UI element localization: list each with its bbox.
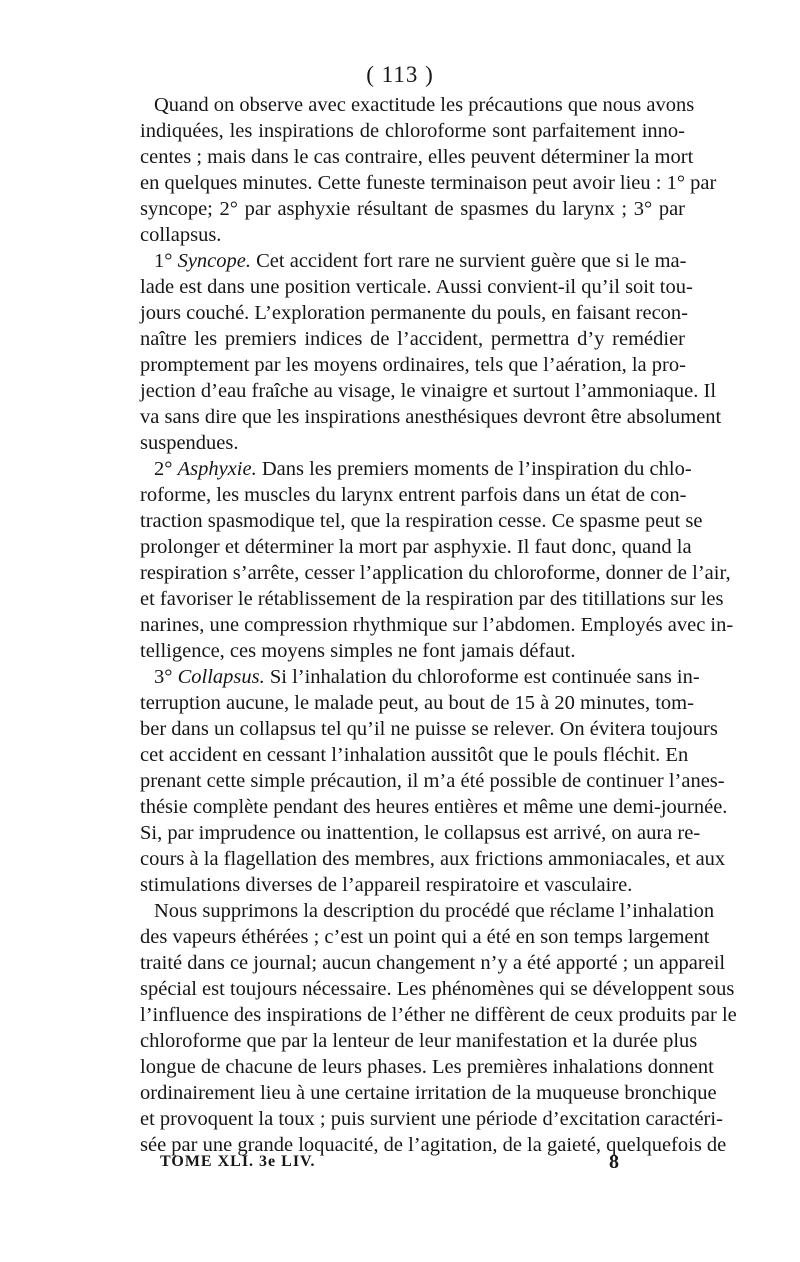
text-line: centes ; mais dans le cas contraire, elles peuvent déterminer la mort xyxy=(140,146,694,168)
text-line: suspendues. xyxy=(140,432,239,454)
signature-mark: 8 xyxy=(609,1151,620,1173)
section-heading: Syncope. xyxy=(177,250,251,272)
text-line: et favoriser le rétablissement de la respiration par des titillations sur les xyxy=(140,588,724,610)
text-line: narines, une compression rhythmique sur l’abdomen. Employés avec in- xyxy=(140,614,734,636)
section-heading: Asphyxie. xyxy=(177,458,257,480)
text-line: Dans les premiers moments de l’inspiration du chlo- xyxy=(261,458,692,480)
section-number: 3° xyxy=(154,666,173,688)
text-line: jours couché. L’exploration permanente du pouls, en faisant recon- xyxy=(140,302,689,324)
text-line: ordinairement lieu à une certaine irritation de la muqueuse bronchique xyxy=(140,1082,717,1104)
text-line: naître les premiers indices de l’accident, permettra d’y remédier xyxy=(140,328,685,350)
section-heading-line xyxy=(140,456,692,482)
text-line: stimulations diverses de l’appareil respiratoire et vasculaire. xyxy=(140,874,633,896)
text-line: thésie complète pendant des heures entières et même une demi-journée. xyxy=(140,796,728,818)
text-line: lade est dans une position verticale. Aussi convient-il qu’il soit tou- xyxy=(140,276,693,298)
text-line: cet accident en cessant l’inhalation aussitôt que le pouls fléchit. En xyxy=(140,744,689,766)
text-line: prolonger et déterminer la mort par asphyxie. Il faut donc, quand la xyxy=(140,536,692,558)
text-line: collapsus. xyxy=(140,224,222,246)
section-number: 1° xyxy=(154,250,173,272)
text-line: et provoquent la toux ; puis survient une période d’excitation caractéri- xyxy=(140,1108,723,1130)
page-footer xyxy=(160,1153,620,1179)
volume-label: TOME XLI. 3e LIV. xyxy=(160,1153,316,1170)
text-line: prenant cette simple précaution, il m’a été possible de continuer l’anes- xyxy=(140,770,725,792)
page-number: ( 113 ) xyxy=(366,62,434,87)
text-line: jection d’eau fraîche au visage, le vinaigre et surtout l’ammoniaque. Il xyxy=(140,380,717,402)
text-line: des vapeurs éthérées ; c’est un point qui a été en son temps largement xyxy=(140,926,710,948)
section-heading: Collapsus. xyxy=(177,666,265,688)
text-line: spécial est toujours nécessaire. Les phénomènes qui se développent sous xyxy=(140,978,735,1000)
text-line: ber dans un collapsus tel qu’il ne puisse se relever. On évitera toujours xyxy=(140,718,718,740)
section-heading-line xyxy=(140,248,685,274)
text-line: telligence, ces moyens simples ne font jamais défaut. xyxy=(140,640,576,662)
text-line: roforme, les muscles du larynx entrent parfois dans un état de con- xyxy=(140,484,687,506)
text-line: traité dans ce journal; aucun changement n’y a été apporté ; un appareil xyxy=(140,952,726,974)
text-line: en quelques minutes. Cette funeste terminaison peut avoir lieu : 1° par xyxy=(140,172,717,194)
text-line: cours à la flagellation des membres, aux frictions ammoniacales, et aux xyxy=(140,848,726,870)
text-line: syncope; 2° par asphyxie résultant de spasmes du larynx ; 3° par xyxy=(140,198,685,220)
text-line: indiquées, les inspirations de chloroforme sont parfaitement inno- xyxy=(140,120,685,142)
text-line: Cet accident fort rare ne survient guère que si le ma- xyxy=(256,250,687,272)
text-line: va sans dire que les inspirations anesthésiques devront être absolument xyxy=(140,406,722,428)
text-line: chloroforme que par la lenteur de leur manifestation et la durée plus xyxy=(140,1030,698,1052)
text-line: Quand on observe avec exactitude les précautions que nous avons xyxy=(154,94,695,116)
section-heading-line xyxy=(140,664,700,690)
text-line: Si, par imprudence ou inattention, le collapsus est arrivé, on aura re- xyxy=(140,822,701,844)
text-line: traction spasmodique tel, que la respiration cesse. Ce spasme peut se xyxy=(140,510,703,532)
text-line: terruption aucune, le malade peut, au bout de 15 à 20 minutes, tom- xyxy=(140,692,694,714)
text-line: Nous supprimons la description du procédé que réclame l’inhalation xyxy=(154,900,715,922)
text-line: longue de chacune de leurs phases. Les premières inhalations donnent xyxy=(140,1056,714,1078)
text-line: Si l’inhalation du chloroforme est continuée sans in- xyxy=(269,666,700,688)
text-line: promptement par les moyens ordinaires, tels que l’aération, la pro- xyxy=(140,354,686,376)
section-number: 2° xyxy=(154,458,173,480)
text-line: respiration s’arrête, cesser l’application du chloroforme, donner de l’air, xyxy=(140,562,731,584)
text-line: l’influence des inspirations de l’éther ne diffèrent de ceux produits par le xyxy=(140,1004,737,1026)
body-text xyxy=(140,92,737,1158)
text-line: sée par une grande loquacité, de l’agitation, de la gaieté, quelquefois de xyxy=(140,1134,727,1156)
